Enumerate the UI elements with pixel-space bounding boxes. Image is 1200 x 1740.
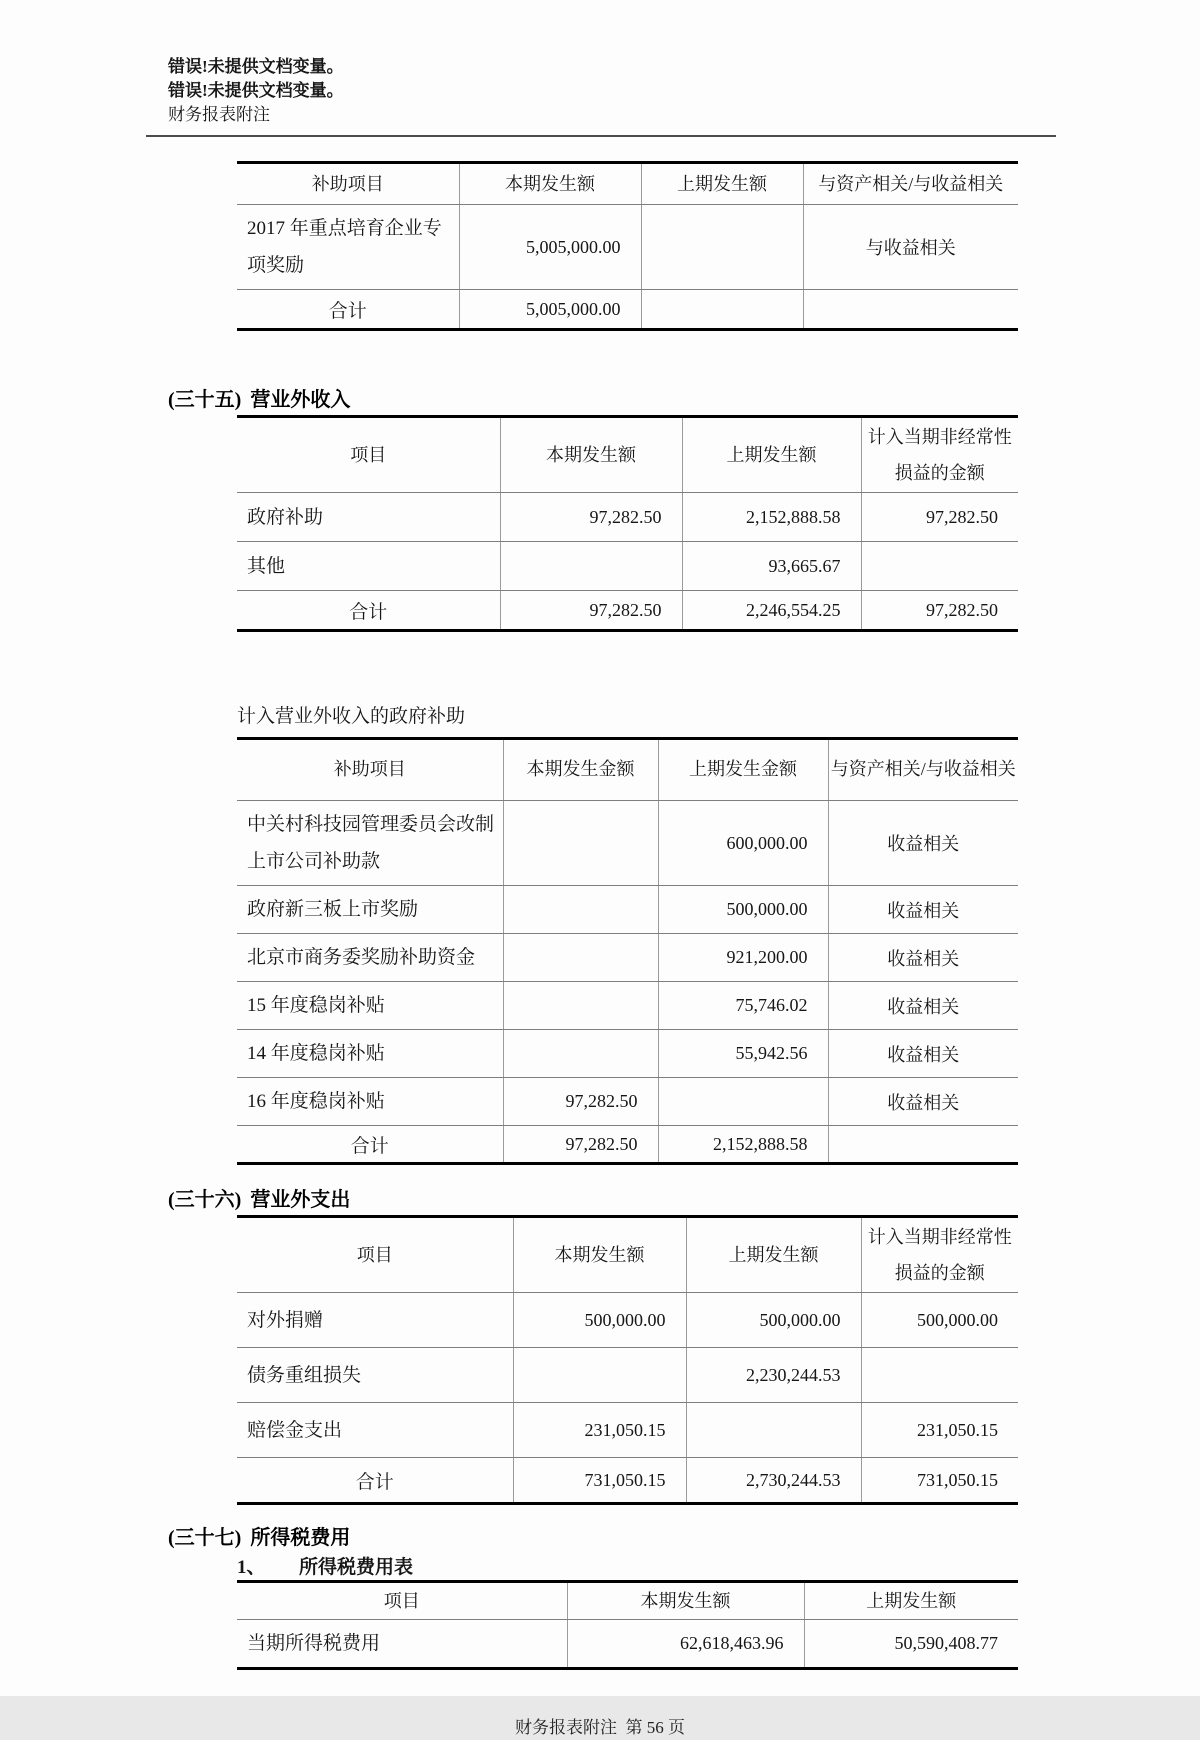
column-header: 上期发生额 <box>804 1582 1018 1620</box>
cell-current-amount <box>503 1030 658 1078</box>
cell-relation: 收益相关 <box>828 886 1018 934</box>
section-number: (三十七) <box>168 1527 242 1550</box>
government-subsidy-in-income-table <box>237 737 1018 1165</box>
cell-prior-amount <box>686 1403 861 1458</box>
column-header: 上期发生额 <box>686 1217 861 1293</box>
header-doc-title: 财务报表附注 <box>168 105 270 124</box>
cell-prior-amount: 500,000.00 <box>658 886 828 934</box>
cell-current-amount: 62,618,463.96 <box>567 1620 804 1669</box>
cell-current-amount: 500,000.00 <box>513 1293 686 1348</box>
table-total-row <box>237 1458 1018 1504</box>
cell-relation <box>803 290 1018 330</box>
header-error-line-1: 错误!未提供文档变量。 <box>168 57 344 76</box>
column-header: 项目 <box>237 1217 513 1293</box>
cell-prior-amount: 500,000.00 <box>686 1293 861 1348</box>
column-header: 项目 <box>237 1582 567 1620</box>
page-footer: 财务报表附注 第 56 页 <box>515 1718 685 1738</box>
column-header: 本期发生额 <box>567 1582 804 1620</box>
cell-prior-amount: 2,730,244.53 <box>686 1458 861 1504</box>
cell-relation: 收益相关 <box>828 934 1018 982</box>
table-row <box>237 1293 1018 1348</box>
cell-prior-amount: 93,665.67 <box>682 542 861 591</box>
cell-current-amount <box>503 886 658 934</box>
cell-current-amount <box>503 934 658 982</box>
cell-item-label: 政府补助 <box>237 493 500 542</box>
table-row <box>237 493 1018 542</box>
cell-prior-amount: 50,590,408.77 <box>804 1620 1018 1669</box>
column-header: 上期发生额 <box>682 417 861 493</box>
column-header: 与资产相关/与收益相关 <box>803 163 1018 205</box>
cell-item-label: 中关村科技园管理委员会改制上市公司补助款 <box>237 801 503 886</box>
cell-item-label: 北京市商务委奖励补助资金 <box>237 934 503 982</box>
cell-relation: 收益相关 <box>828 982 1018 1030</box>
column-header: 本期发生额 <box>459 163 641 205</box>
cell-relation <box>828 1126 1018 1164</box>
subtable-caption: 计入营业外收入的政府补助 <box>237 706 466 728</box>
cell-item-label: 对外捐赠 <box>237 1293 513 1348</box>
cell-current-amount: 97,282.50 <box>500 493 682 542</box>
cell-nonrecurring-amount: 97,282.50 <box>861 493 1018 542</box>
table-row <box>237 205 1018 290</box>
table-total-row <box>237 591 1018 631</box>
cell-nonrecurring-amount <box>861 1348 1018 1403</box>
table-row <box>237 1620 1018 1669</box>
table-row <box>237 1403 1018 1458</box>
cell-current-amount: 97,282.50 <box>503 1078 658 1126</box>
cell-total-label: 合计 <box>237 1126 503 1164</box>
cell-current-amount: 231,050.15 <box>513 1403 686 1458</box>
column-header: 计入当期非经常性损益的金额 <box>861 417 1018 493</box>
column-header: 项目 <box>237 417 500 493</box>
cell-prior-amount: 2,152,888.58 <box>682 493 861 542</box>
column-header: 本期发生额 <box>500 417 682 493</box>
cell-current-amount: 5,005,000.00 <box>459 290 641 330</box>
table-total-row <box>237 290 1018 330</box>
table-row <box>237 1348 1018 1403</box>
section-number: (三十六) <box>168 1189 242 1212</box>
cell-prior-amount: 921,200.00 <box>658 934 828 982</box>
cell-current-amount: 97,282.50 <box>503 1126 658 1164</box>
cell-total-label: 合计 <box>237 591 500 631</box>
table-row <box>237 934 1018 982</box>
subsidy-items-table <box>237 161 1018 331</box>
cell-current-amount <box>503 801 658 886</box>
cell-item-label: 赔偿金支出 <box>237 1403 513 1458</box>
cell-prior-amount <box>658 1078 828 1126</box>
cell-item-label: 16 年度稳岗补贴 <box>237 1078 503 1126</box>
section-heading-35 <box>168 387 1200 413</box>
page-header <box>168 55 1200 127</box>
cell-item-label: 2017 年重点培育企业专项奖励 <box>237 205 459 290</box>
table-row <box>237 542 1018 591</box>
section-heading-37 <box>168 1525 1200 1551</box>
section-number: (三十五) <box>168 389 242 412</box>
cell-prior-amount: 2,152,888.58 <box>658 1126 828 1164</box>
non-operating-income-table <box>237 415 1018 632</box>
subsection-heading <box>237 1556 1200 1580</box>
header-rule <box>146 135 1056 137</box>
section-title: 营业外收入 <box>250 389 351 412</box>
cell-nonrecurring-amount <box>861 542 1018 591</box>
cell-relation: 收益相关 <box>828 1030 1018 1078</box>
column-header: 与资产相关/与收益相关 <box>828 739 1018 801</box>
table-total-row <box>237 1126 1018 1164</box>
cell-prior-amount <box>641 205 803 290</box>
cell-current-amount: 5,005,000.00 <box>459 205 641 290</box>
table-row <box>237 886 1018 934</box>
table-header-row <box>237 1582 1018 1620</box>
column-header: 计入当期非经常性损益的金额 <box>861 1217 1018 1293</box>
cell-item-label: 14 年度稳岗补贴 <box>237 1030 503 1078</box>
cell-item-label: 政府新三板上市奖励 <box>237 886 503 934</box>
column-header: 本期发生额 <box>513 1217 686 1293</box>
column-header: 补助项目 <box>237 739 503 801</box>
cell-current-amount: 731,050.15 <box>513 1458 686 1504</box>
cell-nonrecurring-amount: 231,050.15 <box>861 1403 1018 1458</box>
cell-current-amount <box>503 982 658 1030</box>
cell-prior-amount: 75,746.02 <box>658 982 828 1030</box>
table-row <box>237 982 1018 1030</box>
table-header-row <box>237 163 1018 205</box>
cell-total-label: 合计 <box>237 290 459 330</box>
table-header-row <box>237 1217 1018 1293</box>
table-row <box>237 801 1018 886</box>
cell-prior-amount: 2,246,554.25 <box>682 591 861 631</box>
column-header: 上期发生金额 <box>658 739 828 801</box>
table-row <box>237 1078 1018 1126</box>
cell-relation: 与收益相关 <box>803 205 1018 290</box>
subsection-number: 1、 <box>237 1557 266 1579</box>
cell-prior-amount <box>641 290 803 330</box>
section-heading-36 <box>168 1187 1200 1213</box>
cell-item-label: 其他 <box>237 542 500 591</box>
cell-current-amount <box>500 542 682 591</box>
table-header-row <box>237 739 1018 801</box>
table-row <box>237 1030 1018 1078</box>
cell-prior-amount: 55,942.56 <box>658 1030 828 1078</box>
header-error-line-2: 错误!未提供文档变量。 <box>168 81 344 100</box>
non-operating-expenses-table <box>237 1215 1018 1505</box>
cell-current-amount <box>513 1348 686 1403</box>
income-tax-expense-table <box>237 1580 1018 1670</box>
cell-relation: 收益相关 <box>828 801 1018 886</box>
cell-nonrecurring-amount: 731,050.15 <box>861 1458 1018 1504</box>
column-header: 本期发生金额 <box>503 739 658 801</box>
cell-current-amount: 97,282.50 <box>500 591 682 631</box>
cell-total-label: 合计 <box>237 1458 513 1504</box>
subsection-title: 所得税费用表 <box>299 1557 414 1579</box>
column-header: 补助项目 <box>237 163 459 205</box>
cell-nonrecurring-amount: 97,282.50 <box>861 591 1018 631</box>
cell-relation: 收益相关 <box>828 1078 1018 1126</box>
cell-item-label: 债务重组损失 <box>237 1348 513 1403</box>
cell-item-label: 当期所得税费用 <box>237 1620 567 1669</box>
section-title: 营业外支出 <box>250 1189 351 1212</box>
cell-prior-amount: 2,230,244.53 <box>686 1348 861 1403</box>
column-header: 上期发生额 <box>641 163 803 205</box>
table-header-row <box>237 417 1018 493</box>
cell-prior-amount: 600,000.00 <box>658 801 828 886</box>
section-title: 所得税费用 <box>250 1527 351 1550</box>
cell-item-label: 15 年度稳岗补贴 <box>237 982 503 1030</box>
cell-nonrecurring-amount: 500,000.00 <box>861 1293 1018 1348</box>
